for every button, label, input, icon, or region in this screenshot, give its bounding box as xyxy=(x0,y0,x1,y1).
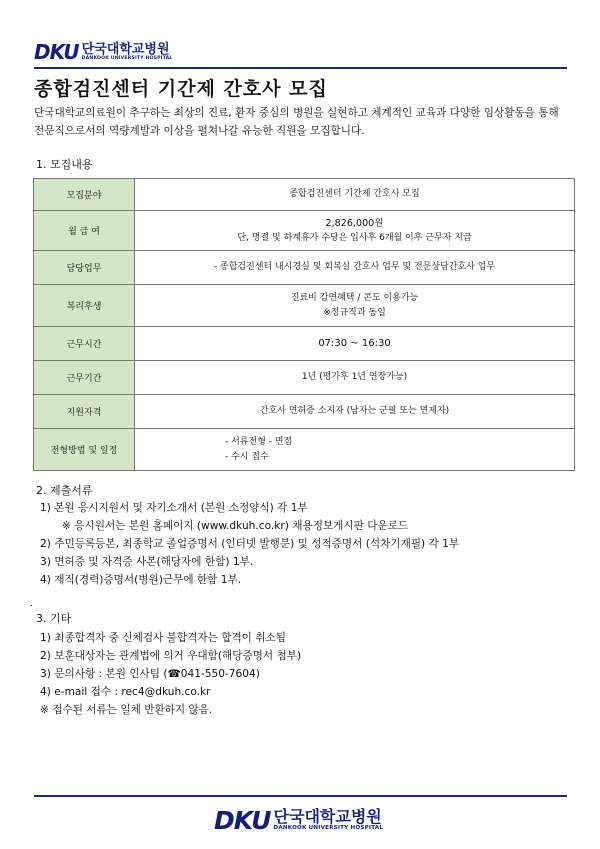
logo-name-ko: 단국대학교병원 xyxy=(81,41,170,57)
list-item: 4) 재직(경력)증명서(병원)근무에 한함 1부. xyxy=(40,574,242,586)
row-value xyxy=(135,179,575,211)
row-value-line: - 서류전형 - 면접 xyxy=(225,436,293,447)
row-value-line: - 수시 접수 xyxy=(225,451,269,462)
table-row xyxy=(34,429,575,471)
logo-name-ko: 단국대학교병원 xyxy=(273,807,382,827)
row-value xyxy=(135,327,575,361)
row-label: 담당업무 xyxy=(34,251,135,285)
row-value-line: 간호사 면허증 소지자 (남자는 군필 또는 면제자) xyxy=(259,406,450,416)
section3-list xyxy=(40,629,301,719)
section3-heading: 3. 기타 xyxy=(36,612,72,625)
logo-text xyxy=(274,809,384,832)
page-title: 종합검진센터 기간제 간호사 모집 xyxy=(34,78,328,100)
table-row xyxy=(34,327,575,361)
table-row xyxy=(34,251,575,285)
dku-logo-mark: DKU xyxy=(34,40,79,64)
list-item: 3) 면허증 및 자격증 사본(해당자에 한함) 1부. xyxy=(40,556,254,568)
row-value-line: 종합검진센터 기간제 간호사 모집 xyxy=(289,189,420,199)
row-label: 근무기간 xyxy=(34,361,135,395)
recruitment-table xyxy=(33,178,575,471)
stray-dot: . xyxy=(30,599,33,609)
table-row xyxy=(34,361,575,395)
row-label: 전형방법 및 일정 xyxy=(34,429,135,471)
footer-logo xyxy=(214,806,383,835)
row-value xyxy=(135,285,575,327)
row-value-line: 진료비 감면혜택 / 콘도 이용가능 xyxy=(290,292,419,303)
list-item: 2) 주민등록등본, 최종학교 졸업증명서 (인터넷 발행분) 및 성적증명서 (석차기재필) 각 1부 xyxy=(40,538,460,550)
row-label: 모집분야 xyxy=(34,179,135,211)
footer-divider xyxy=(34,795,567,797)
intro-paragraph: 단국대학교의료원이 추구하는 최상의 진료, 환자 중심의 병원을 실현하고 체계적인 교육과 다양한 임상활동을 통해 전문직으로서의 역량계발과 이상을 펼쳐나갈 유능한 직원을 모집합니다. xyxy=(34,107,559,137)
row-value-line: ※정규직과 동일 xyxy=(323,307,386,318)
row-value-line: 07:30 ~ 16:30 xyxy=(318,338,391,349)
logo-text xyxy=(82,43,173,62)
header-logo xyxy=(34,38,173,66)
table-row xyxy=(34,395,575,429)
logo-name-en: DANKOOK UNIVERSITY HOSPITAL xyxy=(81,55,173,61)
list-item: 1) 본원 응시지원서 및 자기소개서 (본원 소정양식) 각 1부 xyxy=(40,502,308,514)
header-divider xyxy=(34,67,567,69)
row-label: 근무시간 xyxy=(34,327,135,361)
table-row xyxy=(34,179,575,211)
row-value xyxy=(135,251,575,285)
table-row xyxy=(34,285,575,327)
row-value-line: 단, 명절 및 하계휴가 수당은 입사후 6개월 이후 근무자 지급 xyxy=(237,232,472,243)
logo-name-en: DANKOOK UNIVERSITY HOSPITAL xyxy=(273,825,384,832)
list-item-note: ※ 응시원서는 본원 홈페이지 (www.dkuh.co.kr) 채용정보게시판 다운로드 xyxy=(62,520,409,532)
row-label: 월 급 여 xyxy=(34,211,135,251)
row-value-line: 2,826,000원 xyxy=(325,217,384,229)
list-item: 3) 문의사항 : 본원 인사팀 (☎041-550-7604) xyxy=(40,668,260,680)
row-value xyxy=(135,211,575,251)
list-item: 2) 보훈대상자는 관계법에 의거 우대함(해당증명서 첨부) xyxy=(40,650,302,662)
section1-heading: 1. 모집내용 xyxy=(36,158,93,171)
list-item: 4) e-mail 접수 : rec4@dkuh.co.kr xyxy=(40,686,211,698)
dku-logo-mark: DKU xyxy=(214,806,271,835)
section2-heading: 2. 제출서류 xyxy=(36,484,93,497)
row-label: 지원자격 xyxy=(34,395,135,429)
row-label: 복리후생 xyxy=(34,285,135,327)
row-value-line: - 종합검진센터 내시경실 및 회복실 간호사 업무 및 전문상담간호사 업무 xyxy=(213,262,496,272)
table-row xyxy=(34,211,575,251)
section2-list xyxy=(40,499,459,589)
list-item: 1) 최종합격자 중 신체검사 불합격자는 합격이 취소됨 xyxy=(40,632,286,644)
row-value xyxy=(135,429,575,471)
row-value xyxy=(135,395,575,429)
list-item-note: ※ 접수된 서류는 일체 반환하지 않음. xyxy=(40,704,213,716)
row-value xyxy=(135,361,575,395)
row-value-line: 1년 (평가후 1년 연장가능) xyxy=(301,372,408,382)
